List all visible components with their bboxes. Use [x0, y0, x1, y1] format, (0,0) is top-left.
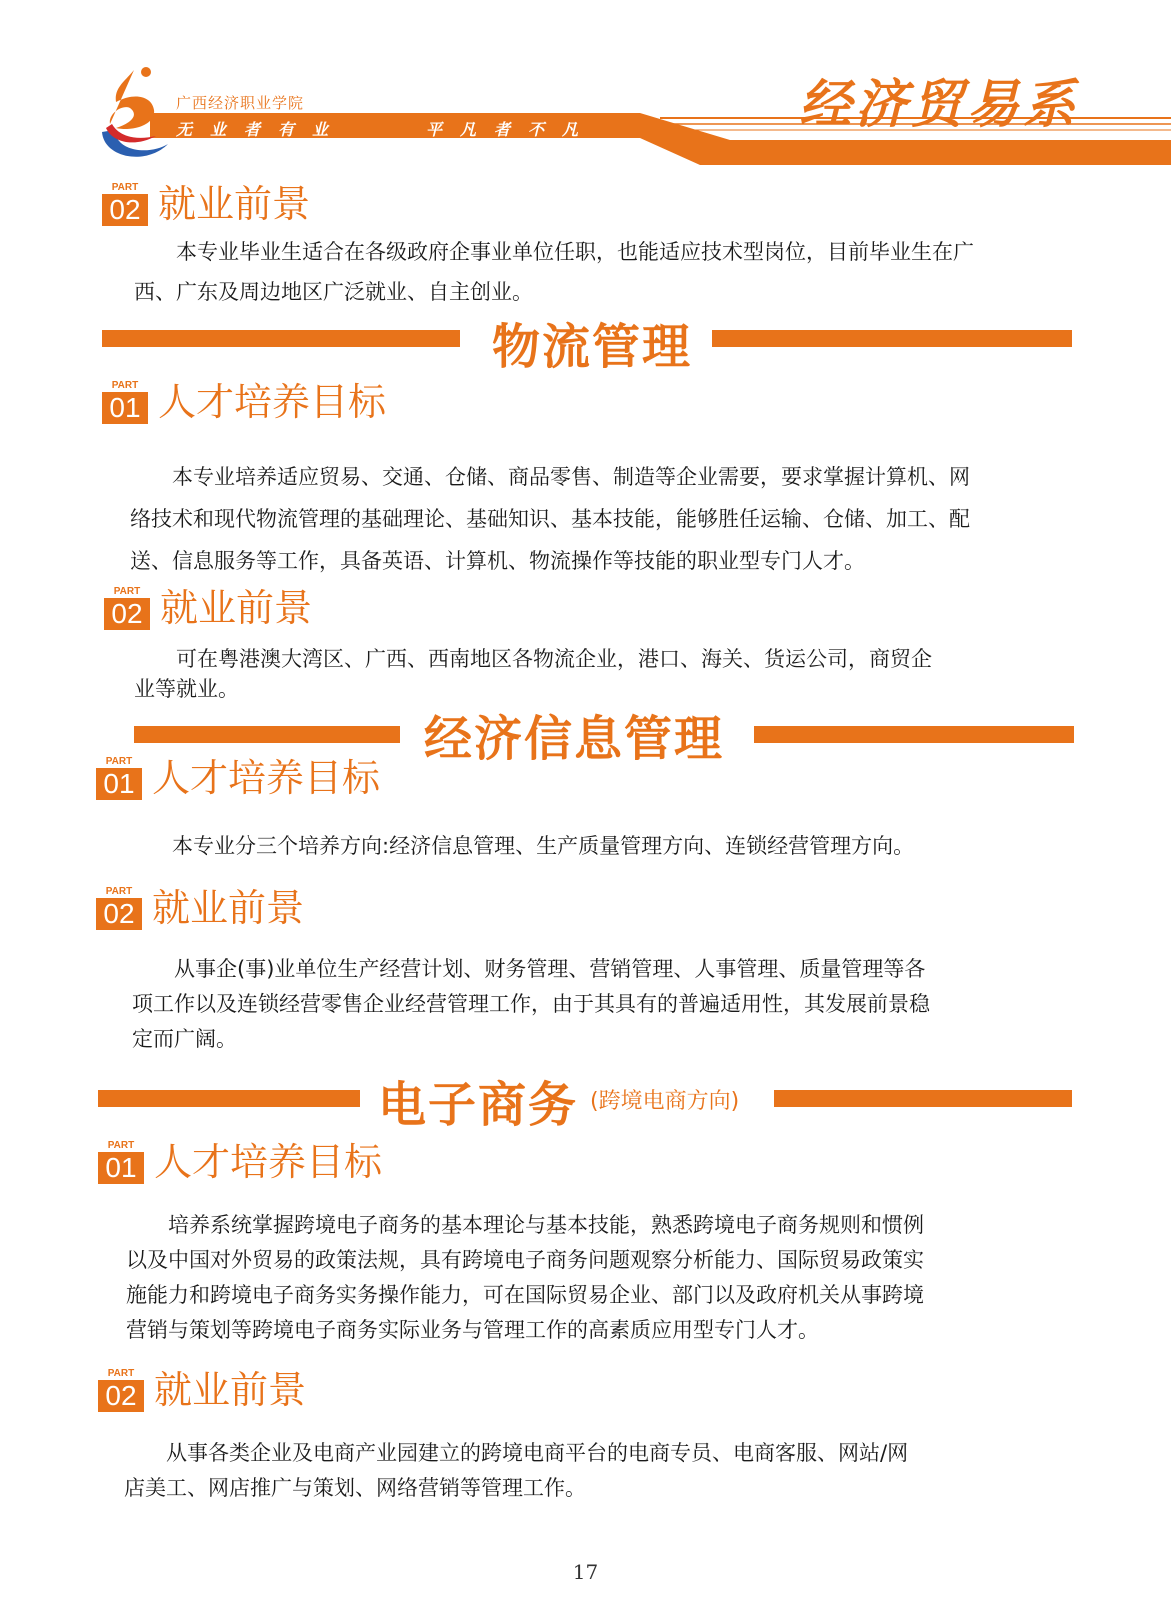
text-line: 送、信息服务等工作，具备英语、计算机、物流操作等技能的职业型专门人才。: [130, 549, 865, 573]
logistics-employment-text: [134, 644, 1054, 704]
motto-left: 无业者有业: [176, 120, 347, 139]
part-label: PART: [111, 380, 139, 391]
section-bar-left: [102, 330, 460, 347]
part-label: PART: [107, 1368, 135, 1379]
part-label: PART: [105, 886, 133, 897]
part-badge: [102, 182, 148, 228]
part-label: PART: [107, 1140, 135, 1151]
text-line: 业等就业。: [134, 677, 239, 701]
text-line: 营销与策划等跨境电子商务实际业务与管理工作的高素质应用型专门人才。: [126, 1318, 819, 1342]
econ-employment-text: [132, 952, 1062, 1057]
text-line: 本专业培养适应贸易、交通、仓储、商品零售、制造等企业需要，要求掌握计算机、网: [172, 465, 970, 489]
part-label: PART: [113, 586, 141, 597]
section-bar-left: [134, 726, 400, 743]
part-label: PART: [105, 756, 133, 767]
section-subtitle-ecommerce: (跨境电商方向): [590, 1089, 740, 1114]
text-line: 络技术和现代物流管理的基础理论、基础知识、基本技能，能够胜任运输、仓储、加工、配: [130, 507, 970, 531]
section-title-econ-info: 经济信息管理: [424, 711, 725, 767]
college-logo: [94, 62, 174, 167]
text-line: 以及中国对外贸易的政策法规，具有跨境电子商务问题观察分析能力、国际贸易政策实: [126, 1248, 924, 1272]
ecommerce-training-text: [126, 1208, 1066, 1348]
econ-training-text: [130, 826, 1060, 866]
text-line: 西、广东及周边地区广泛就业、自主创业。: [134, 280, 533, 304]
part-badge: [98, 1140, 144, 1186]
part-number: 01: [98, 1152, 144, 1184]
text-line: 从事各类企业及电商产业园建立的跨境电商平台的电商专员、电商客服、网站/网: [166, 1441, 909, 1465]
intro-employment-text: [134, 232, 1054, 312]
page-header: [0, 0, 1171, 175]
part-badge: [96, 886, 142, 932]
section-title-ecommerce: 电子商务: [378, 1077, 579, 1133]
text-line: 培养系统掌握跨境电子商务的基本理论与基本技能，熟悉跨境电子商务规则和惯例: [168, 1213, 924, 1237]
part-number: 02: [96, 898, 142, 930]
part-badge: [104, 586, 150, 632]
part-badge: [98, 1368, 144, 1414]
section-bar-right: [712, 330, 1072, 347]
text-line: 可在粤港澳大湾区、广西、西南地区各物流企业，港口、海关、货运公司，商贸企: [176, 647, 932, 671]
part-title: 人才培养目标: [152, 756, 381, 800]
part-number: 01: [96, 768, 142, 800]
section-bar-right: [774, 1090, 1072, 1107]
motto-right: 平凡者不凡: [426, 120, 597, 139]
part-number: 02: [102, 194, 148, 226]
text-line: 从事企(事)业单位生产经营计划、财务管理、营销管理、人事管理、质量管理等各: [174, 957, 926, 981]
text-line: 项工作以及连锁经营零售企业经营管理工作，由于其具有的普遍适用性，其发展前景稳: [132, 992, 930, 1016]
page-number: 17: [572, 1560, 599, 1584]
part-title: 人才培养目标: [154, 1140, 383, 1184]
part-number: 01: [102, 392, 148, 424]
department-title: 经济贸易系: [798, 75, 1079, 135]
college-name: 广西经济职业学院: [176, 94, 305, 112]
text-line: 定而广阔。: [132, 1027, 237, 1051]
section-bar-left: [98, 1090, 360, 1107]
part-badge: [102, 380, 148, 426]
part-title: 就业前景: [154, 1368, 307, 1412]
text-line: 本专业分三个培养方向:经济信息管理、生产质量管理方向、连锁经营管理方向。: [172, 834, 915, 858]
text-line: 店美工、网店推广与策划、网络营销等管理工作。: [124, 1476, 586, 1500]
logistics-training-text: [130, 456, 1060, 582]
ecommerce-employment-text: [124, 1436, 1064, 1506]
part-title: 就业前景: [160, 586, 313, 630]
section-bar-right: [754, 726, 1074, 743]
part-title: 人才培养目标: [158, 380, 387, 424]
part-badge: [96, 756, 142, 802]
part-title: 就业前景: [152, 886, 305, 930]
part-number: 02: [104, 598, 150, 630]
part-number: 02: [98, 1380, 144, 1412]
text-line: 本专业毕业生适合在各级政府企事业单位任职，也能适应技术型岗位，目前毕业生在广: [176, 240, 974, 264]
text-line: 施能力和跨境电子商务实务操作能力，可在国际贸易企业、部门以及政府机关从事跨境: [126, 1283, 924, 1307]
section-title-logistics: 物流管理: [492, 319, 693, 375]
part-label: PART: [111, 182, 139, 193]
part-title: 就业前景: [158, 182, 311, 226]
